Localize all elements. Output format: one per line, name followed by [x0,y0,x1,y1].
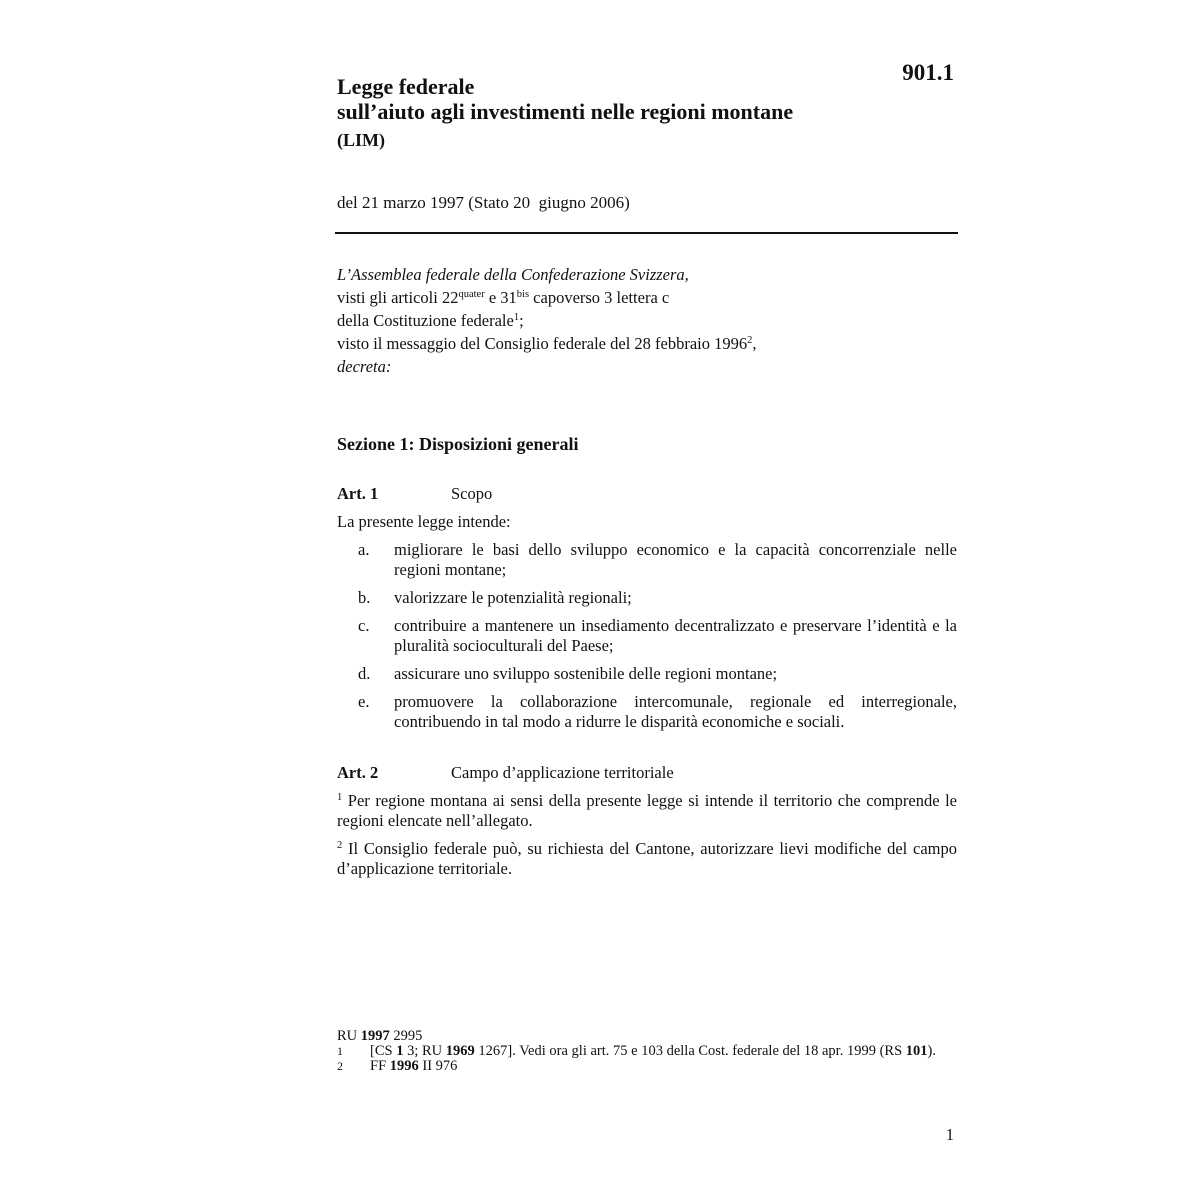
article-number: Art. 2 [337,763,379,782]
article-title: Campo d’applicazione territoriale [451,763,674,782]
preamble-line-5: decreta: [337,357,392,376]
preamble-line-2 [337,286,957,309]
paragraph-number: 1 [337,792,343,803]
list-text: promuovere la collaborazione intercomunale, regionale ed interregionale, contribuendo in tal modo a ridurre le disparità economiche e sociali. [394,692,957,731]
list-item [337,616,957,656]
title-line-2: sull’aiuto agli investimenti nelle regioni montane [337,99,794,124]
footnote-text [370,1059,957,1074]
article-1 [337,484,957,740]
preamble [337,263,957,378]
article-2 [337,763,957,879]
footnote-2 [337,1059,957,1074]
article-title: Scopo [451,484,493,503]
article-1-list [337,540,957,732]
list-letter: e. [358,692,370,711]
text: capoverso 3 lettera c [529,288,670,307]
text: FF [370,1058,390,1074]
document-date: del 21 marzo 1997 (Stato 20 giugno 2006) [337,193,630,212]
paragraph-number: 2 [337,840,343,851]
text: [CS [370,1043,397,1059]
list-letter: c. [358,616,370,635]
list-letter: a. [358,540,370,559]
text: e 31 [484,288,517,307]
superscript: bis [516,289,530,300]
text: 1 [396,1043,404,1059]
text: RU [337,1028,361,1044]
footnote-number: 2 [337,1059,343,1073]
list-item [337,692,957,732]
text: 1267]. Vedi ora gli art. 75 e 103 della Cost. federale del 18 apr. 1999 (RS [474,1043,906,1059]
text: ; [519,311,524,330]
paragraph-text: Per regione montana ai sensi della presente legge si intende il territorio che comprende le regioni elencate nell’allegato. [337,791,957,830]
text: ). [927,1043,936,1059]
text: della Costituzione federale [337,311,514,330]
footnotes [337,1029,957,1074]
text: 2995 [389,1028,423,1044]
preamble-line-3 [337,309,957,332]
preamble-line-1: L’Assemblea federale della Confederazione Svizzera, [337,265,689,284]
article-1-intro: La presente legge intende: [337,512,511,531]
text: visto il messaggio del Consiglio federale del 28 febbraio 1996 [337,334,748,353]
footnote-1 [337,1044,957,1059]
list-text: valorizzare le potenzialità regionali; [394,588,632,607]
article-1-header [337,484,957,504]
article-number: Art. 1 [337,484,379,503]
text: , [752,334,757,353]
paragraph-text: Il Consiglio federale può, su richiesta del Cantone, autorizzare lievi modifiche del campo d’applicazione territoriale. [337,839,957,878]
ru-reference [337,1029,957,1044]
footnote-ref-2[interactable]: 2 [747,335,753,346]
title-line-1: Legge federale [337,74,475,99]
text: 1996 [389,1058,419,1074]
article-2-paragraph-1 [337,791,957,831]
sr-number: 901.1 [902,60,954,85]
preamble-line-4 [337,332,957,355]
header-divider [335,232,958,234]
page-number: 1 [945,1125,954,1144]
footnote-number: 1 [337,1044,343,1058]
section-heading: Sezione 1: Disposizioni generali [337,434,579,454]
list-text: migliorare le basi dello sviluppo economico e la capacità concorrenziale nelle regioni montane; [394,540,957,579]
list-text: contribuire a mantenere un insediamento decentralizzato e preservare l’identità e la pluralità socioculturali del Paese; [394,616,957,655]
list-letter: b. [358,588,371,607]
title-abbreviation: (LIM) [337,130,385,150]
article-2-paragraph-2 [337,839,957,879]
text: 1997 [360,1028,390,1044]
text: 1969 [445,1043,475,1059]
text: 101 [905,1043,928,1059]
article-2-header [337,763,957,783]
superscript: quater [458,289,485,300]
footnote-ref-1[interactable]: 1 [513,312,520,323]
list-item [337,588,957,608]
document-title [337,74,897,124]
list-item [337,664,957,684]
list-letter: d. [358,664,371,683]
text: visti gli articoli 22 [337,288,459,307]
list-item [337,540,957,580]
footnote-text [370,1044,957,1059]
text: 3; RU [403,1043,446,1059]
list-text: assicurare uno sviluppo sostenibile delle regioni montane; [394,664,778,683]
text: II 976 [418,1058,458,1074]
